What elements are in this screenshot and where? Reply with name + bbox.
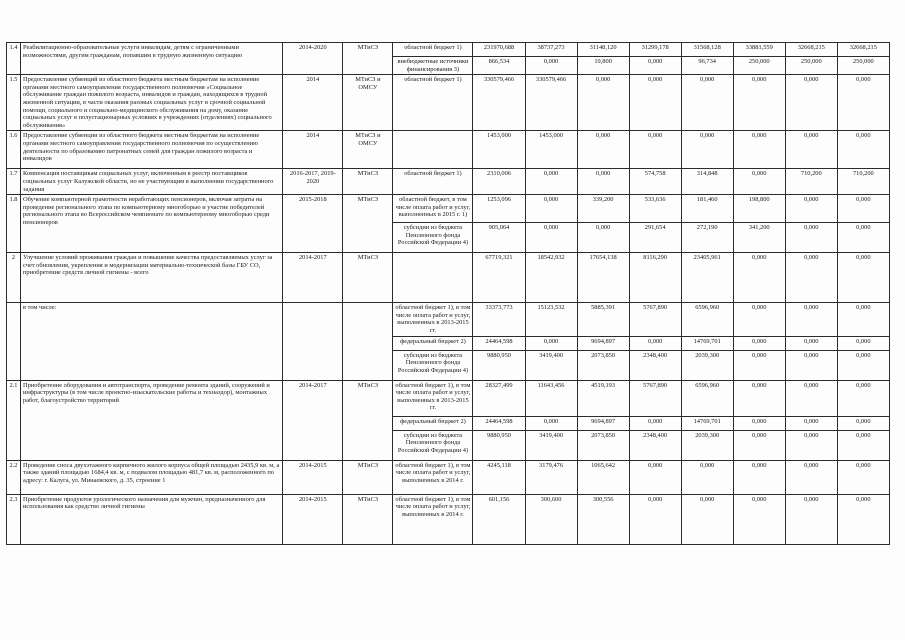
spacer-cell [889, 350, 893, 380]
amount-cell: 339,200 [577, 195, 629, 223]
row-period: 2014 [283, 131, 343, 169]
program-table [6, 42, 894, 545]
amount-cell: 0,000 [837, 195, 889, 223]
spacer-cell [889, 195, 893, 223]
row-description: Реабилитационно-образовательные услуги инвалидам, детям с ограниченными возможностями, другим гражданам, попавшим в трудную жизненную ситуацию [21, 43, 283, 75]
row-description: Приобретение продуктов урологического назначения для мужчин, предназначенного для использования как средство личной гигиены [21, 494, 283, 544]
amount-cell: 0,000 [733, 416, 785, 430]
amount-cell: 0,000 [629, 460, 681, 494]
amount-cell: 710,200 [785, 169, 837, 195]
amount-cell: 5885,391 [577, 303, 629, 336]
amount-cell: 24464,598 [473, 336, 525, 350]
row-period [283, 303, 343, 380]
spacer-cell [889, 380, 893, 416]
amount-cell: 533,636 [629, 195, 681, 223]
amount-cell: 0,000 [577, 131, 629, 169]
amount-cell: 9694,897 [577, 416, 629, 430]
amount-cell: 231970,688 [473, 43, 525, 57]
amount-cell: 0,000 [837, 460, 889, 494]
amount-cell: 0,000 [525, 57, 577, 75]
amount-cell: 0,000 [837, 253, 889, 303]
amount-cell: 300,600 [525, 494, 577, 544]
funding-source: областной бюджет 1) [393, 169, 473, 195]
amount-cell: 0,000 [733, 460, 785, 494]
amount-cell: 0,000 [785, 380, 837, 416]
amount-cell: 0,000 [681, 131, 733, 169]
amount-cell: 272,190 [681, 223, 733, 253]
amount-cell: 0,000 [785, 460, 837, 494]
amount-cell: 601,156 [473, 494, 525, 544]
amount-cell: 1065,642 [577, 460, 629, 494]
amount-cell: 2073,850 [577, 350, 629, 380]
amount-cell: 0,000 [837, 303, 889, 336]
row-period: 2016-2017, 2019-2020 [283, 169, 343, 195]
row-executor [343, 303, 393, 380]
amount-cell: 2073,850 [577, 430, 629, 460]
amount-cell: 330579,466 [525, 75, 577, 131]
amount-cell: 18542,932 [525, 253, 577, 303]
amount-cell: 6596,960 [681, 303, 733, 336]
row-period: 2014-2017 [283, 253, 343, 303]
amount-cell: 9880,950 [473, 430, 525, 460]
amount-cell: 1453,000 [473, 131, 525, 169]
spacer-cell [889, 43, 893, 57]
amount-cell: 0,000 [785, 350, 837, 380]
amount-cell: 5767,890 [629, 380, 681, 416]
amount-cell: 0,000 [733, 336, 785, 350]
amount-cell: 3419,400 [525, 430, 577, 460]
amount-cell: 574,758 [629, 169, 681, 195]
amount-cell: 4245,118 [473, 460, 525, 494]
amount-cell: 0,000 [681, 494, 733, 544]
amount-cell: 6596,960 [681, 380, 733, 416]
funding-source: областной бюджет 1) [393, 75, 473, 131]
amount-cell: 0,000 [785, 336, 837, 350]
row-description: Обучение компьютерной грамотности неработающих пенсионеров, включая затраты на проведение регионального этапа по компьютерному многоборью и участие победителей регионального этапа во Всероссийском чемпионате по компьютерному многоборью среди пенсионеров [21, 195, 283, 253]
amount-cell: 314,848 [681, 169, 733, 195]
amount-cell: 2348,400 [629, 430, 681, 460]
amount-cell: 0,000 [733, 303, 785, 336]
row-executor: МТиСЗ и ОМСУ [343, 75, 393, 131]
amount-cell: 8116,290 [629, 253, 681, 303]
row-number: 1.4 [7, 43, 21, 75]
row-description: Проведение сноса двухэтажного кирпичного жилого корпуса общей площадью 2435,9 кв. м, а также зданий площадью 1684,4 кв. м, с подвалом площадью 481,7 кв. м, расположенного по адресу: г. Калуга, ул. Минаевского, д. 35, строение 1 [21, 460, 283, 494]
row-executor: МТиСЗ [343, 195, 393, 253]
amount-cell: 19,800 [577, 57, 629, 75]
amount-cell: 96,734 [681, 57, 733, 75]
funding-source: субсидии из бюджета Пенсионного фонда Российской Федерации 4) [393, 350, 473, 380]
row-number: 2.3 [7, 494, 21, 544]
funding-source: областной бюджет 1), в том числе оплата работ и услуг, выполненных в 2013-2015 гг. [393, 303, 473, 336]
amount-cell: 330579,466 [473, 75, 525, 131]
table-row [7, 494, 894, 544]
amount-cell: 33881,559 [733, 43, 785, 57]
funding-source: субсидии из бюджета Пенсионного фонда Российской Федерации 4) [393, 223, 473, 253]
row-executor: МТиСЗ и ОМСУ [343, 131, 393, 169]
amount-cell: 0,000 [785, 430, 837, 460]
spacer-cell [889, 336, 893, 350]
funding-source [393, 131, 473, 169]
amount-cell: 33373,773 [473, 303, 525, 336]
table-row [7, 195, 894, 223]
table-row [7, 75, 894, 131]
amount-cell: 31568,128 [681, 43, 733, 57]
amount-cell: 0,000 [733, 75, 785, 131]
funding-source: областной бюджет, в том числе оплата работ и услуг, выполненных в 2015 г. 1) [393, 195, 473, 223]
amount-cell: 0,000 [733, 131, 785, 169]
amount-cell: 31148,120 [577, 43, 629, 57]
amount-cell: 0,000 [785, 131, 837, 169]
amount-cell: 0,000 [525, 336, 577, 350]
amount-cell: 17654,138 [577, 253, 629, 303]
amount-cell: 2039,300 [681, 350, 733, 380]
funding-source: областной бюджет 1), в том числе оплата работ и услуг, выполненных в 2014 г. [393, 494, 473, 544]
row-number: 1.7 [7, 169, 21, 195]
amount-cell: 0,000 [629, 336, 681, 350]
amount-cell: 905,064 [473, 223, 525, 253]
amount-cell: 2310,006 [473, 169, 525, 195]
amount-cell: 0,000 [733, 253, 785, 303]
amount-cell: 2039,300 [681, 430, 733, 460]
amount-cell: 0,000 [837, 75, 889, 131]
amount-cell: 0,000 [733, 430, 785, 460]
row-executor: МТиСЗ [343, 253, 393, 303]
row-executor: МТиСЗ [343, 169, 393, 195]
amount-cell: 250,000 [837, 57, 889, 75]
row-description: в том числе: [21, 303, 283, 380]
funding-source: областной бюджет 1) [393, 43, 473, 57]
amount-cell: 0,000 [525, 195, 577, 223]
row-description: Компенсация поставщикам социальных услуг, включенным в реестр поставщиков социальных услуг Калужской области, но не участвующим в выполнении государственного задания [21, 169, 283, 195]
row-executor: МТиСЗ [343, 460, 393, 494]
amount-cell: 341,200 [733, 223, 785, 253]
amount-cell: 11643,456 [525, 380, 577, 416]
spacer-cell [889, 494, 893, 544]
row-description: Предоставление субвенции из областного бюджета местным бюджетам на исполнение органами местного самоуправления государственного полномочия по осуществлению деятельности по образованию патронатных семей для граждан пожилого возраста и инвалидов [21, 131, 283, 169]
funding-source: областной бюджет 1), в том числе оплата работ и услуг, выполненных в 2013-2015 гг. [393, 380, 473, 416]
funding-source [393, 253, 473, 303]
amount-cell: 32668,215 [837, 43, 889, 57]
row-executor: МТиСЗ [343, 494, 393, 544]
spacer-cell [889, 75, 893, 131]
funding-source: внебюджетные источники финансирования 3) [393, 57, 473, 75]
amount-cell: 0,000 [837, 430, 889, 460]
amount-cell: 0,000 [733, 169, 785, 195]
funding-source: федеральный бюджет 2) [393, 336, 473, 350]
amount-cell: 14769,701 [681, 416, 733, 430]
amount-cell: 300,556 [577, 494, 629, 544]
amount-cell: 3179,476 [525, 460, 577, 494]
funding-source: субсидии из бюджета Пенсионного фонда Российской Федерации 4) [393, 430, 473, 460]
amount-cell: 0,000 [577, 223, 629, 253]
spacer-cell [889, 131, 893, 169]
amount-cell: 0,000 [733, 380, 785, 416]
amount-cell: 28327,499 [473, 380, 525, 416]
amount-cell: 9880,950 [473, 350, 525, 380]
funding-source: федеральный бюджет 2) [393, 416, 473, 430]
table-row [7, 43, 894, 57]
spacer-cell [889, 430, 893, 460]
amount-cell: 0,000 [785, 416, 837, 430]
table-row [7, 460, 894, 494]
amount-cell: 2348,400 [629, 350, 681, 380]
row-description: Предоставление субвенций из областного бюджета местным бюджетам на исполнение органами местного самоуправления государственного полномочия «Социальное обслуживание граждан пожилого возраста, инвалидов и граждан, находящихся в трудной жизненной ситуации, в части оказания разовых социальных услуг в срочной социальной помощи, социального и социально-медицинского обслуживания на дому, оказание социальных услуг в полустационарных условиях в учреждениях (отделениях) социального обслуживания» [21, 75, 283, 131]
table-row [7, 131, 894, 169]
amount-cell: 0,000 [525, 223, 577, 253]
spacer-cell [889, 169, 893, 195]
amount-cell: 0,000 [837, 131, 889, 169]
amount-cell: 250,000 [733, 57, 785, 75]
amount-cell: 0,000 [681, 75, 733, 131]
amount-cell: 0,000 [733, 350, 785, 380]
amount-cell: 23405,961 [681, 253, 733, 303]
amount-cell: 0,000 [837, 350, 889, 380]
amount-cell: 0,000 [733, 494, 785, 544]
row-number: 2 [7, 253, 21, 303]
amount-cell: 0,000 [629, 75, 681, 131]
amount-cell: 0,000 [577, 75, 629, 131]
amount-cell: 0,000 [629, 416, 681, 430]
spacer-cell [889, 223, 893, 253]
spacer-cell [889, 460, 893, 494]
amount-cell: 710,200 [837, 169, 889, 195]
amount-cell: 38737,273 [525, 43, 577, 57]
amount-cell: 0,000 [785, 494, 837, 544]
amount-cell: 0,000 [629, 494, 681, 544]
amount-cell: 0,000 [785, 303, 837, 336]
amount-cell: 4519,193 [577, 380, 629, 416]
spacer-cell [889, 416, 893, 430]
row-period: 2014-2015 [283, 494, 343, 544]
amount-cell: 0,000 [837, 223, 889, 253]
amount-cell: 1453,000 [525, 131, 577, 169]
row-number: 1.8 [7, 195, 21, 253]
row-period: 2014-2020 [283, 43, 343, 75]
table-row [7, 380, 894, 416]
row-period: 2014 [283, 75, 343, 131]
row-period: 2015-2018 [283, 195, 343, 253]
row-executor: МТиСЗ [343, 43, 393, 75]
spacer-cell [889, 253, 893, 303]
amount-cell: 5767,890 [629, 303, 681, 336]
amount-cell: 24464,598 [473, 416, 525, 430]
amount-cell: 9694,897 [577, 336, 629, 350]
table-row [7, 253, 894, 303]
spacer-cell [889, 57, 893, 75]
amount-cell: 3419,400 [525, 350, 577, 380]
row-number: 2.2 [7, 460, 21, 494]
table-row [7, 169, 894, 195]
amount-cell: 198,800 [733, 195, 785, 223]
row-executor: МТиСЗ [343, 380, 393, 460]
amount-cell: 0,000 [785, 75, 837, 131]
spacer-cell [889, 303, 893, 336]
amount-cell: 0,000 [629, 57, 681, 75]
amount-cell: 1253,096 [473, 195, 525, 223]
row-number: 1.6 [7, 131, 21, 169]
amount-cell: 0,000 [577, 169, 629, 195]
amount-cell: 0,000 [785, 195, 837, 223]
amount-cell: 181,460 [681, 195, 733, 223]
funding-source: областной бюджет 1), в том числе оплата работ и услуг, выполненных в 2014 г. [393, 460, 473, 494]
table-row [7, 303, 894, 336]
row-period: 2014-2017 [283, 380, 343, 460]
row-period: 2014-2015 [283, 460, 343, 494]
amount-cell: 0,000 [785, 223, 837, 253]
amount-cell: 14769,701 [681, 336, 733, 350]
row-number: 2.1 [7, 380, 21, 460]
amount-cell: 32668,215 [785, 43, 837, 57]
row-description: Улучшение условий проживания граждан и повышение качества предоставляемых услуг за счет обновления, укрепления и модернизации материально-технической базы ГБУ СО, приобретение средств личной гигиены - всего [21, 253, 283, 303]
row-description: Приобретение оборудования и автотранспорта, проведение ремонта зданий, сооружений и инфраструктуры (в том числе проектно-изыскательские работы и техназдор), монтажных работ, благоустройство территорий [21, 380, 283, 460]
amount-cell: 67719,321 [473, 253, 525, 303]
amount-cell: 0,000 [837, 380, 889, 416]
amount-cell: 0,000 [525, 169, 577, 195]
row-number: 1.5 [7, 75, 21, 131]
amount-cell: 0,000 [837, 494, 889, 544]
amount-cell: 866,534 [473, 57, 525, 75]
amount-cell: 0,000 [837, 336, 889, 350]
amount-cell: 0,000 [629, 131, 681, 169]
amount-cell: 250,000 [785, 57, 837, 75]
amount-cell: 0,000 [525, 416, 577, 430]
amount-cell: 0,000 [681, 460, 733, 494]
amount-cell: 0,000 [785, 253, 837, 303]
amount-cell: 15123,532 [525, 303, 577, 336]
row-number [7, 303, 21, 380]
amount-cell: 0,000 [837, 416, 889, 430]
amount-cell: 291,654 [629, 223, 681, 253]
amount-cell: 31299,178 [629, 43, 681, 57]
